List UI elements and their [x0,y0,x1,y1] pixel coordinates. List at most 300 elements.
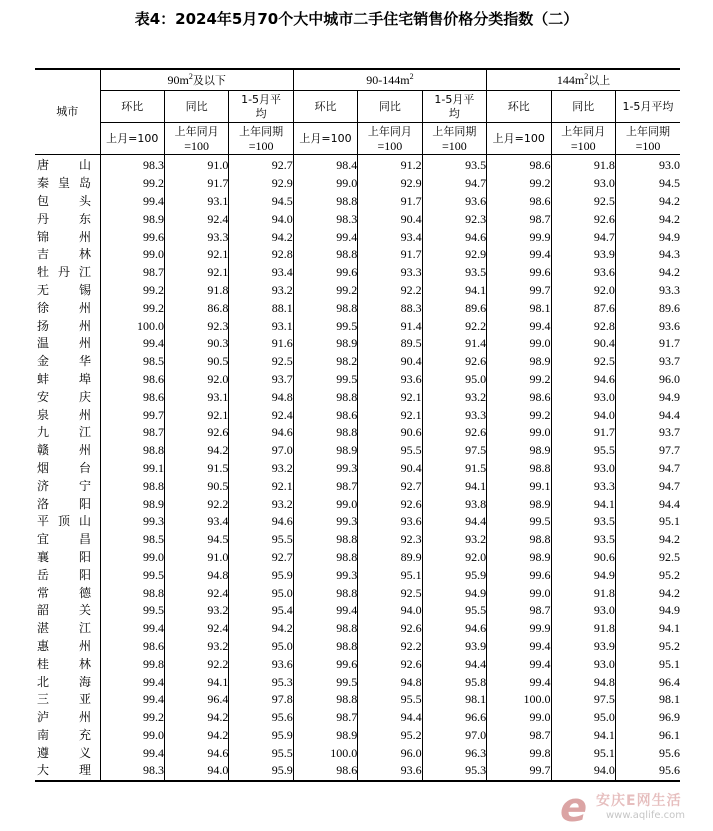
index-value-cell: 95.9 [229,727,293,745]
index-value-cell: 99.2 [100,282,164,300]
index-value-cell: 94.3 [615,246,680,264]
city-char: 韶 [37,603,50,618]
city-cell [35,620,100,638]
index-value-cell: 90.6 [551,549,615,567]
city-char: 宁 [78,478,91,493]
index-value-cell: 94.1 [422,477,486,495]
index-value-cell: 92.1 [358,388,422,406]
index-value-cell: 99.9 [487,620,551,638]
index-value-cell: 91.7 [164,175,228,193]
index-value-cell: 94.1 [551,495,615,513]
city-char: 宜 [37,532,50,547]
table-row [35,495,680,513]
index-value-cell: 95.2 [615,566,680,584]
index-value-cell: 94.0 [358,602,422,620]
base-label-line: =100 [248,138,274,153]
index-value-cell: 92.4 [164,620,228,638]
index-value-cell: 90.4 [358,460,422,478]
index-value-cell: 98.7 [293,709,357,727]
city-char: 江 [78,425,91,440]
index-value-cell: 98.6 [487,193,551,211]
index-value-cell: 91.6 [229,335,293,353]
index-value-cell: 98.7 [487,727,551,745]
index-value-cell: 98.9 [100,210,164,228]
base-label-line: 上年同期 [239,124,284,138]
index-value-cell: 93.3 [164,228,228,246]
index-value-cell: 89.6 [615,299,680,317]
index-value-cell: 98.1 [422,691,486,709]
index-value-cell: 93.5 [551,531,615,549]
column-header-metric: 1-5月平均 [615,91,680,123]
city-char: 昌 [78,532,91,547]
index-value-cell: 86.8 [164,299,228,317]
index-value-cell: 94.6 [422,228,486,246]
index-value-cell: 95.5 [551,442,615,460]
index-value-cell: 94.1 [615,620,680,638]
index-value-cell: 90.5 [164,477,228,495]
index-value-cell: 97.7 [615,442,680,460]
index-value-cell: 95.5 [229,531,293,549]
city-char: 埠 [78,371,91,386]
index-value-cell: 92.2 [164,495,228,513]
city-char: 包 [37,193,50,208]
index-value-cell: 94.0 [164,762,228,781]
index-value-cell: 99.4 [293,228,357,246]
city-cell [35,228,100,246]
index-value-cell: 90.4 [358,353,422,371]
city-cell [35,210,100,228]
index-value-cell: 91.0 [164,549,228,567]
index-value-cell: 92.6 [358,620,422,638]
index-value-cell: 93.3 [615,282,680,300]
price-index-table [35,68,680,782]
index-value-cell: 97.0 [229,442,293,460]
index-value-cell: 94.8 [358,673,422,691]
column-header-base: 上月=100 [293,123,357,155]
index-value-cell: 90.3 [164,335,228,353]
column-header-metric: 同比 [164,91,228,123]
index-value-cell: 98.8 [293,424,357,442]
table-row [35,460,680,478]
index-value-cell: 95.3 [229,673,293,691]
index-value-cell: 98.7 [100,424,164,442]
index-value-cell: 99.4 [100,335,164,353]
index-value-cell: 94.7 [551,228,615,246]
index-value-cell: 94.0 [229,210,293,228]
index-value-cell: 94.1 [422,282,486,300]
index-value-cell: 93.0 [551,655,615,673]
column-header-base [164,123,228,155]
table-row [35,246,680,264]
table-row [35,406,680,424]
index-value-cell: 98.9 [487,442,551,460]
base-label-line: =100 [635,138,661,153]
city-char: 锦 [37,229,50,244]
table-row [35,513,680,531]
index-value-cell: 95.6 [229,709,293,727]
city-cell [35,531,100,549]
index-value-cell: 98.9 [487,549,551,567]
city-char: 唐 [37,158,50,173]
base-label-line: 上年同月 [367,124,412,138]
index-value-cell: 99.4 [293,602,357,620]
index-value-cell: 99.6 [100,228,164,246]
city-char: 锡 [78,282,91,297]
index-value-cell: 99.0 [100,727,164,745]
city-char: 皇 [57,176,70,191]
index-value-cell: 93.9 [551,638,615,656]
index-value-cell: 98.9 [293,727,357,745]
index-value-cell: 90.4 [551,335,615,353]
index-value-cell: 95.5 [229,744,293,762]
index-value-cell: 92.3 [422,210,486,228]
index-value-cell: 98.9 [487,495,551,513]
index-value-cell: 99.5 [293,317,357,335]
index-value-cell: 99.8 [487,744,551,762]
table-row [35,638,680,656]
index-value-cell: 98.8 [293,620,357,638]
city-cell [35,335,100,353]
city-char: 州 [78,407,91,422]
index-value-cell: 99.2 [487,175,551,193]
index-value-cell: 99.3 [293,513,357,531]
table-row [35,353,680,371]
city-cell [35,317,100,335]
index-value-cell: 96.3 [422,744,486,762]
index-value-cell: 94.9 [615,602,680,620]
index-value-cell: 95.0 [551,709,615,727]
watermark-url: www.aqlife.com [606,810,686,821]
metric-label-line: 均 [448,106,460,120]
city-char: 州 [78,229,91,244]
index-value-cell: 99.3 [100,513,164,531]
index-value-cell: 99.0 [100,549,164,567]
index-value-cell: 96.6 [422,709,486,727]
index-value-cell: 93.3 [551,477,615,495]
index-value-cell: 91.8 [551,584,615,602]
index-value-cell: 94.6 [422,620,486,638]
index-value-cell: 98.1 [487,299,551,317]
index-value-cell: 91.7 [551,424,615,442]
index-value-cell: 98.8 [487,460,551,478]
index-value-cell: 94.1 [551,727,615,745]
index-value-cell: 98.8 [293,638,357,656]
city-cell [35,513,100,531]
column-header-metric: 同比 [358,91,422,123]
city-cell [35,175,100,193]
city-char: 金 [37,354,50,369]
table-row [35,210,680,228]
index-value-cell: 93.1 [164,388,228,406]
index-value-cell: 95.1 [551,744,615,762]
city-char: 江 [78,621,91,636]
index-value-cell: 93.0 [551,388,615,406]
index-value-cell: 98.6 [100,388,164,406]
index-value-cell: 93.5 [422,264,486,282]
index-value-cell: 94.9 [422,584,486,602]
index-value-cell: 94.2 [615,264,680,282]
index-value-cell: 98.9 [100,495,164,513]
index-value-cell: 94.2 [615,210,680,228]
index-value-cell: 93.6 [358,762,422,781]
table-row [35,477,680,495]
index-value-cell: 99.1 [100,460,164,478]
index-value-cell: 97.5 [551,691,615,709]
table-row [35,584,680,602]
index-value-cell: 99.5 [100,566,164,584]
group-header-sup: 2 [409,71,414,81]
index-value-cell: 92.3 [164,317,228,335]
index-value-cell: 99.4 [487,246,551,264]
index-value-cell: 93.2 [229,282,293,300]
table-row [35,727,680,745]
column-header-base: 上月=100 [100,123,164,155]
table-row [35,442,680,460]
index-value-cell: 99.2 [487,406,551,424]
city-cell [35,655,100,673]
index-value-cell: 94.2 [615,193,680,211]
index-value-cell: 95.6 [615,762,680,781]
city-char: 平 [37,514,50,529]
city-char: 蚌 [37,371,50,386]
index-value-cell: 92.4 [229,406,293,424]
city-cell [35,638,100,656]
table-row [35,744,680,762]
index-value-cell: 92.7 [229,155,293,175]
index-value-cell: 93.2 [164,638,228,656]
table-row [35,299,680,317]
city-char: 德 [78,585,91,600]
index-value-cell: 94.8 [164,566,228,584]
city-char: 台 [78,460,91,475]
index-value-cell: 94.7 [422,175,486,193]
city-char: 林 [78,656,91,671]
column-header-metric: 环比 [100,91,164,123]
index-value-cell: 98.4 [293,155,357,175]
index-value-cell: 91.7 [358,246,422,264]
index-value-cell: 94.8 [229,388,293,406]
index-value-cell: 95.9 [229,566,293,584]
index-value-cell: 98.8 [293,531,357,549]
city-cell [35,264,100,282]
index-value-cell: 93.0 [551,460,615,478]
index-value-cell: 93.1 [164,193,228,211]
city-char: 常 [37,585,50,600]
city-char: 丹 [37,211,50,226]
index-value-cell: 93.6 [615,317,680,335]
index-value-cell: 92.1 [164,406,228,424]
index-value-cell: 91.2 [358,155,422,175]
index-value-cell: 94.4 [422,513,486,531]
index-value-cell: 98.8 [293,299,357,317]
index-value-cell: 95.3 [422,762,486,781]
index-value-cell: 93.9 [551,246,615,264]
column-header-base [358,123,422,155]
watermark-text: 安庆E网生活 [596,793,682,809]
city-char: 扬 [37,318,50,333]
index-value-cell: 92.2 [358,638,422,656]
index-value-cell: 91.7 [358,193,422,211]
city-cell [35,388,100,406]
column-header-metric: 环比 [293,91,357,123]
index-value-cell: 92.1 [229,477,293,495]
city-char: 南 [37,727,50,742]
column-header-city: 城市 [35,69,100,155]
index-value-cell: 95.6 [615,744,680,762]
index-value-cell: 96.4 [164,691,228,709]
index-value-cell: 99.0 [487,424,551,442]
index-value-cell: 99.4 [487,673,551,691]
column-header-metric [229,91,293,123]
city-cell [35,549,100,567]
table-row [35,388,680,406]
city-char: 山 [78,158,91,173]
index-value-cell: 99.0 [293,175,357,193]
city-char: 华 [78,354,91,369]
index-value-cell: 98.8 [293,193,357,211]
index-value-cell: 94.5 [229,193,293,211]
index-value-cell: 92.5 [229,353,293,371]
index-value-cell: 93.3 [358,264,422,282]
index-value-cell: 95.1 [615,513,680,531]
base-label-line: =100 [570,138,596,153]
index-value-cell: 99.4 [487,655,551,673]
index-value-cell: 95.9 [229,762,293,781]
index-value-cell: 94.6 [551,371,615,389]
index-value-cell: 95.2 [615,638,680,656]
index-value-cell: 98.5 [100,531,164,549]
index-value-cell: 94.2 [164,727,228,745]
index-value-cell: 92.0 [164,371,228,389]
index-value-cell: 99.4 [100,193,164,211]
index-value-cell: 93.2 [229,495,293,513]
index-value-cell: 98.2 [293,353,357,371]
city-char: 岳 [37,567,50,582]
city-char: 亚 [78,692,91,707]
base-label-line: 上年同期 [432,124,477,138]
index-value-cell: 98.9 [293,335,357,353]
index-value-cell: 93.5 [422,155,486,175]
city-char: 遵 [37,745,50,760]
index-value-cell: 99.6 [293,655,357,673]
base-label-line: =100 [441,138,467,153]
index-value-cell: 93.1 [229,317,293,335]
table-row [35,424,680,442]
table-row [35,620,680,638]
city-cell [35,406,100,424]
index-value-cell: 95.1 [615,655,680,673]
index-value-cell: 90.5 [164,353,228,371]
table-row [35,228,680,246]
base-label-line: 上年同月 [561,124,606,138]
index-value-cell: 98.9 [293,442,357,460]
index-value-cell: 98.8 [293,549,357,567]
index-value-cell: 93.9 [422,638,486,656]
index-value-cell: 89.9 [358,549,422,567]
index-value-cell: 94.2 [615,531,680,549]
index-value-cell: 93.6 [358,371,422,389]
city-cell [35,566,100,584]
index-value-cell: 93.2 [229,460,293,478]
city-char: 州 [78,443,91,458]
index-value-cell: 92.8 [551,317,615,335]
column-header-base [229,123,293,155]
table-row [35,155,680,175]
city-cell [35,762,100,781]
city-cell [35,709,100,727]
city-char: 义 [78,745,91,760]
index-value-cell: 93.8 [422,495,486,513]
index-value-cell: 98.6 [100,638,164,656]
index-value-cell: 91.8 [551,155,615,175]
index-value-cell: 98.8 [100,584,164,602]
base-label-line: 上年同期 [625,124,670,138]
index-value-cell: 95.5 [358,442,422,460]
city-cell [35,744,100,762]
index-value-cell: 99.7 [487,762,551,781]
index-value-cell: 99.8 [100,655,164,673]
city-char: 林 [78,247,91,262]
column-header-metric: 同比 [551,91,615,123]
base-label-line: =100 [184,138,210,153]
group-header [100,69,293,91]
index-value-cell: 94.4 [422,655,486,673]
index-value-cell: 92.2 [422,317,486,335]
index-value-cell: 99.0 [487,709,551,727]
city-char: 无 [37,282,50,297]
index-value-cell: 93.6 [551,264,615,282]
index-value-cell: 99.4 [487,317,551,335]
index-value-cell: 93.2 [164,602,228,620]
index-value-cell: 89.5 [358,335,422,353]
index-value-cell: 91.5 [422,460,486,478]
city-char: 牡 [37,265,50,280]
index-value-cell: 92.1 [164,264,228,282]
index-value-cell: 93.5 [551,513,615,531]
index-value-cell: 95.0 [229,584,293,602]
table-row [35,335,680,353]
index-value-cell: 92.0 [422,549,486,567]
index-value-cell: 92.8 [229,246,293,264]
index-value-cell: 90.6 [358,424,422,442]
city-char: 徐 [37,300,50,315]
city-char: 岛 [78,176,91,191]
city-char: 安 [37,389,50,404]
index-value-cell: 91.5 [164,460,228,478]
city-cell [35,727,100,745]
group-header [293,69,486,91]
index-value-cell: 98.5 [100,353,164,371]
index-value-cell: 93.4 [229,264,293,282]
group-header-sup: 2 [188,71,193,81]
index-value-cell: 94.6 [164,744,228,762]
index-value-cell: 99.5 [293,673,357,691]
index-value-cell: 99.6 [487,264,551,282]
index-value-cell: 91.4 [422,335,486,353]
index-value-cell: 92.5 [615,549,680,567]
index-value-cell: 96.4 [615,673,680,691]
column-header-metric [422,91,486,123]
index-value-cell: 98.8 [293,691,357,709]
index-value-cell: 98.7 [487,602,551,620]
index-value-cell: 100.0 [100,317,164,335]
index-value-cell: 94.9 [615,388,680,406]
table-row [35,264,680,282]
index-value-cell: 91.8 [164,282,228,300]
index-value-cell: 90.4 [358,210,422,228]
city-char: 山 [78,514,91,529]
city-char: 吉 [37,247,50,262]
